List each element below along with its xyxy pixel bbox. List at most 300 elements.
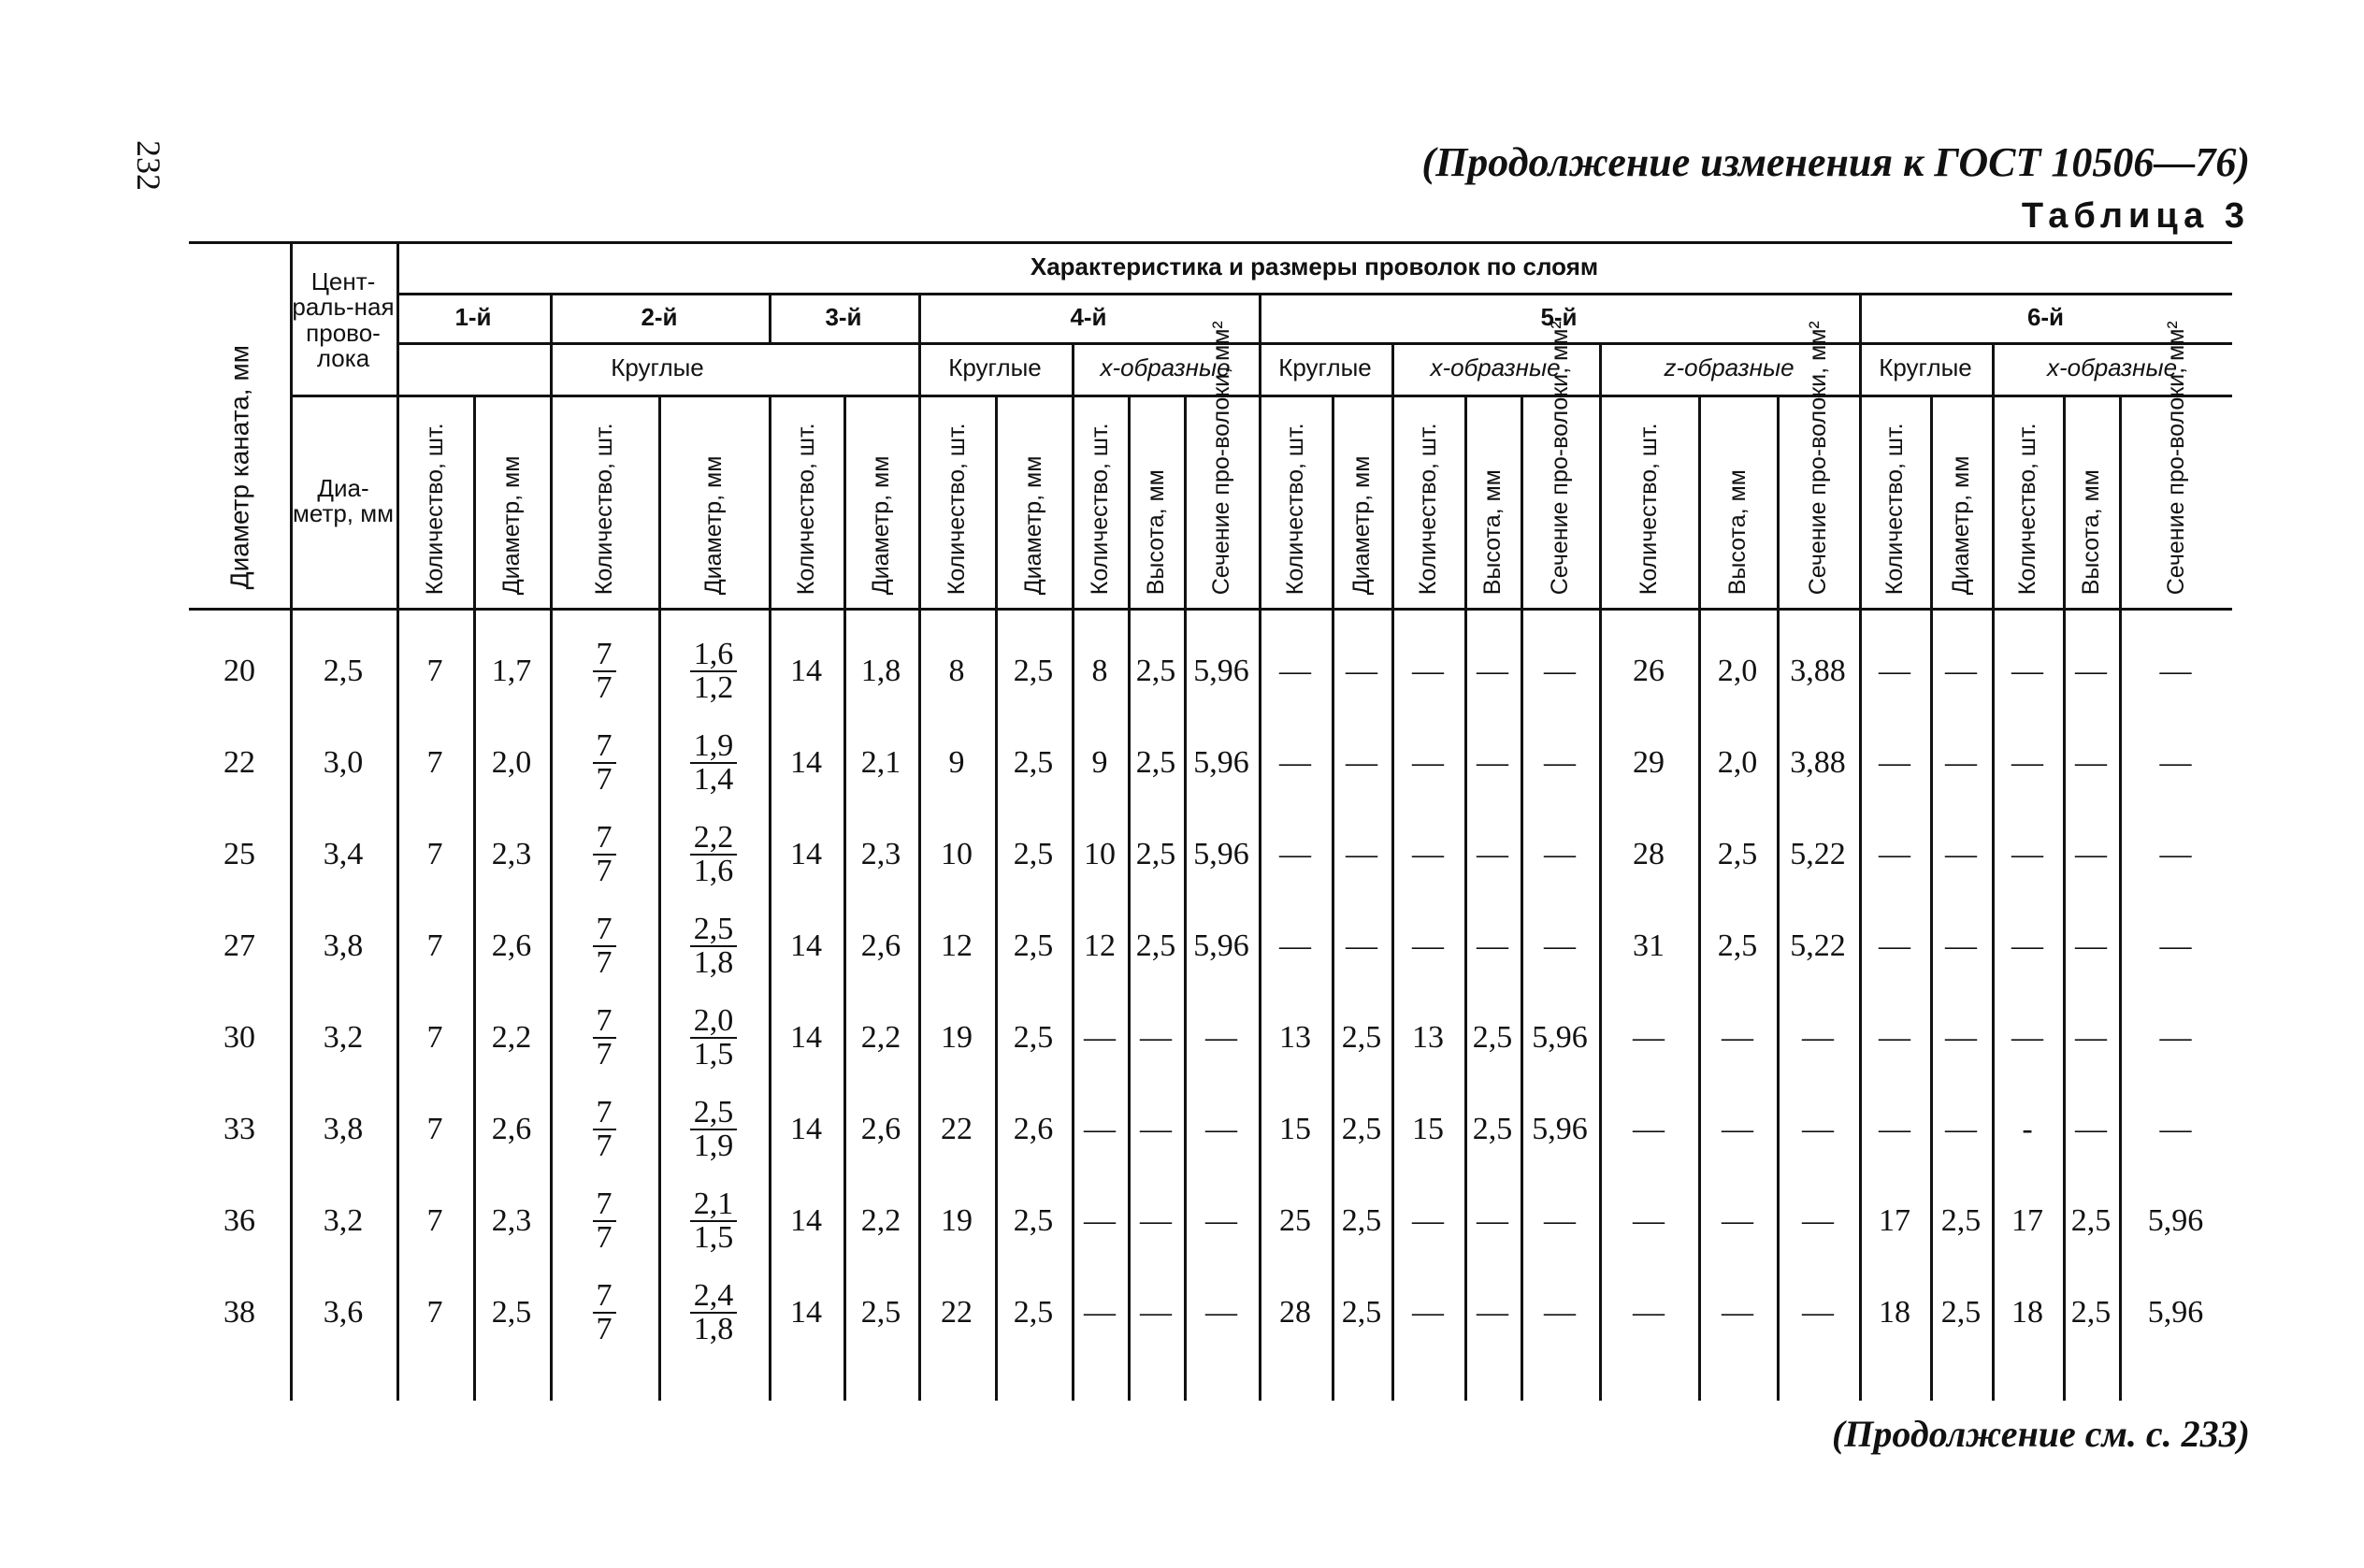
table-cell-c: 3,4 xyxy=(323,837,364,871)
col-header-cell xyxy=(1128,395,1184,608)
table-cell-l6xn: — xyxy=(2011,745,2043,780)
layer-2-header: 2-й xyxy=(641,302,678,331)
table-cell-d: 33 xyxy=(223,1112,255,1146)
table-cell-l5zh: 2,5 xyxy=(1717,928,1758,963)
table-cell-l5zn: — xyxy=(1633,1020,1665,1055)
group-round-4: Круглые xyxy=(948,353,1042,382)
table-cell-l4xn: — xyxy=(1084,1295,1116,1330)
table-cell-l4xh: — xyxy=(1140,1203,1172,1238)
table-cell-c: 3,6 xyxy=(323,1295,364,1330)
table-cell-l5rn: — xyxy=(1279,745,1311,780)
layer-2-diameter-fraction xyxy=(658,634,769,709)
col-header-cell xyxy=(1391,395,1464,608)
fraction-denominator: 1,2 xyxy=(693,670,734,705)
table-cell-l1d: 2,2 xyxy=(491,1020,532,1055)
fraction xyxy=(593,913,616,979)
table-cell-l3d: 1,8 xyxy=(860,654,901,688)
table-cell-l5rd: — xyxy=(1346,928,1377,963)
fraction xyxy=(593,639,616,704)
col-header-diameter: Диаметр, мм xyxy=(699,455,727,595)
fraction-numerator: 2,5 xyxy=(690,1097,738,1130)
table-cell-l6xs: — xyxy=(2159,837,2192,871)
table-cell-l4rn: 22 xyxy=(941,1295,973,1330)
col-header-section: Сечение про-волоки, мм² xyxy=(1207,321,1234,595)
fraction xyxy=(690,1005,738,1071)
table-cell-l5rd: — xyxy=(1346,837,1377,871)
table-cell-l5rn: — xyxy=(1279,654,1311,688)
layer-2-count-fraction xyxy=(550,634,658,709)
fraction-numerator: 7 xyxy=(593,1097,616,1130)
table-cell-l3d: 2,2 xyxy=(860,1020,901,1055)
table-cell-l5rn: 25 xyxy=(1279,1203,1311,1238)
fraction-numerator: 2,4 xyxy=(690,1280,738,1314)
table-cell-l3n: 14 xyxy=(790,745,822,780)
table-cell-l6rd: — xyxy=(1945,654,1977,688)
table-cell-l5xn: — xyxy=(1412,654,1444,688)
table-cell-l4xh: — xyxy=(1140,1112,1172,1146)
fraction xyxy=(593,822,616,887)
table-cell-l6rn: — xyxy=(1879,1020,1910,1055)
col-header-cell xyxy=(1992,395,2063,608)
footer-note: (Продолжение см. с. 233) xyxy=(1831,1413,2250,1455)
layer-5-header: 5-й xyxy=(1540,302,1578,331)
table-cell-l5zh: 2,5 xyxy=(1717,837,1758,871)
col-header-cell xyxy=(1332,395,1391,608)
col-header-cell xyxy=(995,395,1072,608)
fraction xyxy=(690,1280,738,1345)
fraction-numerator: 7 xyxy=(593,730,616,764)
fraction-numerator: 2,5 xyxy=(690,913,738,947)
table-cell-l5zn: — xyxy=(1633,1203,1665,1238)
header-bottom-rule xyxy=(189,608,2232,611)
col-header-cell xyxy=(1859,395,1930,608)
table-cell-l5xn: — xyxy=(1412,928,1444,963)
table-cell-l6rn: — xyxy=(1879,745,1910,780)
layer-6-header: 6-й xyxy=(2026,302,2065,331)
table-cell-l5zh: — xyxy=(1722,1203,1753,1238)
table-cell-l6xn: — xyxy=(2011,1020,2043,1055)
fraction-numerator: 7 xyxy=(593,1188,616,1222)
fraction-numerator: 1,9 xyxy=(690,730,738,764)
layer-2-diameter-fraction xyxy=(658,1000,769,1075)
table-cell-l1d: 2,5 xyxy=(491,1295,532,1330)
table-cell-l6rd: — xyxy=(1945,1112,1977,1146)
group-x-5: x-образные xyxy=(1430,353,1561,382)
rope-diameter-header: Диаметр каната, мм xyxy=(224,344,254,589)
col-header-cell xyxy=(1259,395,1332,608)
layer-2-diameter-fraction xyxy=(658,817,769,892)
col-header-diameter: Диаметр, мм xyxy=(1019,455,1046,595)
fraction-numerator: 7 xyxy=(593,1005,616,1039)
col-header-cell xyxy=(473,395,550,608)
table-cell-l3d: 2,3 xyxy=(860,837,901,871)
table-cell-l6rd: — xyxy=(1945,928,1977,963)
fraction xyxy=(593,1005,616,1071)
fraction-denominator: 7 xyxy=(596,762,613,797)
table-cell-l5xh: — xyxy=(1477,837,1508,871)
fraction xyxy=(690,1097,738,1162)
table-cell-d: 25 xyxy=(223,837,255,871)
fraction-numerator: 7 xyxy=(593,639,616,672)
group-x-4: x-образные xyxy=(1100,353,1231,382)
fraction-numerator: 2,2 xyxy=(690,822,738,856)
table-cell-l4xn: 10 xyxy=(1084,837,1116,871)
col-header-cell xyxy=(843,395,918,608)
table-cell-l5zs: — xyxy=(1802,1112,1834,1146)
col-header-count: Количество, шт. xyxy=(421,423,448,595)
table-cell-l3d: 2,2 xyxy=(860,1203,901,1238)
table-cell-l6rn: — xyxy=(1879,654,1910,688)
layer-2-count-fraction xyxy=(550,1000,658,1075)
table-cell-l6rn: — xyxy=(1879,1112,1910,1146)
table-cell-l5rd: — xyxy=(1346,745,1377,780)
table-cell-l6xh: — xyxy=(2075,837,2107,871)
col-header-cell xyxy=(1698,395,1777,608)
group-round-123: Круглые xyxy=(611,353,704,382)
table-cell-l1d: 2,6 xyxy=(491,1112,532,1146)
table-cell-l1n: 7 xyxy=(426,1020,443,1055)
table-cell-d: 36 xyxy=(223,1203,255,1238)
table-cell-l3n: 14 xyxy=(790,928,822,963)
table-cell-l4xs: — xyxy=(1205,1020,1237,1055)
table-cell-c: 2,5 xyxy=(323,654,364,688)
col-header-cell xyxy=(550,395,658,608)
table-cell-l4rn: 8 xyxy=(948,654,965,688)
central-diameter-header: Диа-метр, мм xyxy=(292,473,395,527)
table-cell-l4xn: 8 xyxy=(1091,654,1108,688)
group-round-5: Круглые xyxy=(1278,353,1372,382)
central-wire-header: Цент-раль-ная прово-лока xyxy=(292,266,395,372)
layer-2-diameter-fraction xyxy=(658,1184,769,1259)
table-cell-l6rd: — xyxy=(1945,1020,1977,1055)
fraction xyxy=(593,1188,616,1254)
col-header-cell xyxy=(396,395,473,608)
col-header-diameter: Диаметр, мм xyxy=(1348,455,1375,595)
col-header-cell xyxy=(1184,321,1259,608)
table-cell-c: 3,8 xyxy=(323,1112,364,1146)
fraction-denominator: 7 xyxy=(596,854,613,888)
table-cell-l5rn: 28 xyxy=(1279,1295,1311,1330)
fraction xyxy=(690,730,738,796)
layer-4-header: 4-й xyxy=(1070,302,1107,331)
table-cell-l6xn: — xyxy=(2011,837,2043,871)
table-cell-l3n: 14 xyxy=(790,1020,822,1055)
table-cell-l5xs: — xyxy=(1544,745,1576,780)
layer-2-count-fraction xyxy=(550,1092,658,1167)
table-cell-l3n: 14 xyxy=(790,654,822,688)
table-cell-l5zh: — xyxy=(1722,1295,1753,1330)
fraction-denominator: 7 xyxy=(596,1220,613,1255)
fraction-denominator: 7 xyxy=(596,1129,613,1163)
table-cell-l5xn: — xyxy=(1412,1295,1444,1330)
fraction-denominator: 1,5 xyxy=(693,1220,734,1255)
fraction-denominator: 1,8 xyxy=(693,945,734,980)
table-cell-l4rd: 2,6 xyxy=(1013,1112,1054,1146)
layer-2-count-fraction xyxy=(550,909,658,984)
layer-2-count-fraction xyxy=(550,726,658,800)
table-cell-l4xn: 12 xyxy=(1084,928,1116,963)
fraction xyxy=(690,913,738,979)
group-x-6: x-образные xyxy=(2046,353,2178,382)
rope-diameter-header-cell xyxy=(189,241,290,608)
table-cell-l5xs: — xyxy=(1544,1295,1576,1330)
table-cell-l6xs: — xyxy=(2159,1112,2192,1146)
table-cell-l3d: 2,6 xyxy=(860,928,901,963)
table-cell-l5xh: — xyxy=(1477,745,1508,780)
col-header-cell xyxy=(1777,321,1859,608)
table-cell-l1d: 2,3 xyxy=(491,837,532,871)
table-cell-d: 38 xyxy=(223,1295,255,1330)
table-cell-c: 3,0 xyxy=(323,745,364,780)
table-cell-l5zh: 2,0 xyxy=(1717,745,1758,780)
table-cell-l6xs: — xyxy=(2159,1020,2192,1055)
table-cell-l1d: 2,3 xyxy=(491,1203,532,1238)
table-cell-l6xn: 18 xyxy=(2011,1295,2043,1330)
table-cell-l5rd: — xyxy=(1346,654,1377,688)
table-cell-l5zs: — xyxy=(1802,1020,1834,1055)
table-cell-l6xs: — xyxy=(2159,928,2192,963)
layer-2-diameter-fraction xyxy=(658,1275,769,1350)
table-cell-l4rd: 2,5 xyxy=(1013,1295,1054,1330)
fraction-denominator: 1,5 xyxy=(693,1037,734,1072)
table-cell-l5rn: 15 xyxy=(1279,1112,1311,1146)
table-cell-l6xn: — xyxy=(2011,928,2043,963)
table-cell-l4xs: 5,96 xyxy=(1193,745,1249,780)
table-cell-l4xs: — xyxy=(1205,1203,1237,1238)
fraction-denominator: 7 xyxy=(596,945,613,980)
col-header-count: Количество, шт. xyxy=(2013,423,2040,595)
table-cell-d: 20 xyxy=(223,654,255,688)
table-cell-l4xs: — xyxy=(1205,1295,1237,1330)
table-cell-l6xn: 17 xyxy=(2011,1203,2043,1238)
table-cell-l5zs: — xyxy=(1802,1203,1834,1238)
table-cell-l5xn: — xyxy=(1412,745,1444,780)
table-cell-l5zn: 29 xyxy=(1633,745,1665,780)
table-cell-l6xs: 5,96 xyxy=(2147,1295,2204,1330)
fraction-denominator: 1,4 xyxy=(693,762,734,797)
table-cell-l3n: 14 xyxy=(790,1112,822,1146)
table-cell-l5rn: — xyxy=(1279,928,1311,963)
table-cell-l5zh: — xyxy=(1722,1020,1753,1055)
table-cell-l5xs: — xyxy=(1544,654,1576,688)
table-cell-c: 3,8 xyxy=(323,928,364,963)
table-cell-l6xh: — xyxy=(2075,745,2107,780)
fraction xyxy=(593,1097,616,1162)
col-header-cell xyxy=(2063,395,2119,608)
table-cell-l5xs: — xyxy=(1544,1203,1576,1238)
fraction xyxy=(690,1188,738,1254)
col-header-cell xyxy=(1464,395,1521,608)
fraction-numerator: 1,6 xyxy=(690,639,738,672)
fraction-denominator: 7 xyxy=(596,1037,613,1072)
table-cell-l5rd: 2,5 xyxy=(1341,1203,1382,1238)
table-cell-l5xs: 5,96 xyxy=(1532,1112,1588,1146)
col-header-cell xyxy=(658,395,769,608)
table-cell-l5zn: 26 xyxy=(1633,654,1665,688)
table-cell-l4xn: — xyxy=(1084,1112,1116,1146)
col-header-count: Количество, шт. xyxy=(1635,423,1662,595)
table-cell-l4rd: 2,5 xyxy=(1013,928,1054,963)
table-cell-l4xn: — xyxy=(1084,1203,1116,1238)
fraction xyxy=(690,822,738,887)
table-cell-l5zh: — xyxy=(1722,1112,1753,1146)
table-cell-l5xh: 2,5 xyxy=(1472,1020,1513,1055)
table-cell-l4rd: 2,5 xyxy=(1013,654,1054,688)
table-cell-l5zs: 5,22 xyxy=(1790,837,1846,871)
table-cell-l5xh: — xyxy=(1477,654,1508,688)
table-cell-l4xn: — xyxy=(1084,1020,1116,1055)
layer-2-count-fraction xyxy=(550,1275,658,1350)
table-cell-l6xs: 5,96 xyxy=(2147,1203,2204,1238)
table-cell-c: 3,2 xyxy=(323,1203,364,1238)
col-header-count: Количество, шт. xyxy=(792,423,819,595)
table-cell-l4rn: 9 xyxy=(948,745,965,780)
table-cell-l4rd: 2,5 xyxy=(1013,1203,1054,1238)
table-cell-l3n: 14 xyxy=(790,837,822,871)
fraction-numerator: 7 xyxy=(593,913,616,947)
table-cell-l1n: 7 xyxy=(426,1112,443,1146)
table-cell-l6xs: — xyxy=(2159,745,2192,780)
fraction xyxy=(593,1280,616,1345)
col-header-section: Сечение про-волоки, мм² xyxy=(1804,321,1831,595)
table-cell-l6xs: — xyxy=(2159,654,2192,688)
table-cell-l1d: 1,7 xyxy=(491,654,532,688)
table-cell-l5rd: 2,5 xyxy=(1341,1295,1382,1330)
col-header-cell xyxy=(1599,395,1698,608)
col-header-count: Количество, шт. xyxy=(1881,423,1908,595)
col-header-cell xyxy=(1930,395,1992,608)
table-cell-l4xh: 2,5 xyxy=(1135,745,1176,780)
table-cell-l4xs: 5,96 xyxy=(1193,837,1249,871)
table-cell-l5xn: — xyxy=(1412,1203,1444,1238)
table-cell-l1n: 7 xyxy=(426,654,443,688)
table-cell-c: 3,2 xyxy=(323,1020,364,1055)
table-cell-d: 30 xyxy=(223,1020,255,1055)
table-cell-l4xh: 2,5 xyxy=(1135,837,1176,871)
col-header-cell xyxy=(769,395,843,608)
table-cell-l6rn: — xyxy=(1879,837,1910,871)
table-cell-l5zs: — xyxy=(1802,1295,1834,1330)
col-header-height: Высота, мм xyxy=(2077,468,2104,595)
fraction-denominator: 1,8 xyxy=(693,1312,734,1346)
table-cell-l6rd: 2,5 xyxy=(1940,1295,1982,1330)
table-cell-l5xh: — xyxy=(1477,1203,1508,1238)
table-cell-l5zn: 31 xyxy=(1633,928,1665,963)
col-header-section: Сечение про-волоки, мм² xyxy=(1546,321,1573,595)
table-cell-d: 27 xyxy=(223,928,255,963)
table-cell-l5xh: 2,5 xyxy=(1472,1112,1513,1146)
col-header-count: Количество, шт. xyxy=(943,423,970,595)
table-cell-l4xs: — xyxy=(1205,1112,1237,1146)
table-cell-l1n: 7 xyxy=(426,837,443,871)
table-cell-l4rn: 19 xyxy=(941,1203,973,1238)
table-cell-l4xh: 2,5 xyxy=(1135,928,1176,963)
table-cell-l5xn: — xyxy=(1412,837,1444,871)
table-cell-l6xh: 2,5 xyxy=(2070,1295,2112,1330)
table-cell-l4rd: 2,5 xyxy=(1013,745,1054,780)
table-cell-l4xs: 5,96 xyxy=(1193,654,1249,688)
table-cell-l4rd: 2,5 xyxy=(1013,837,1054,871)
table-cell-l6xh: 2,5 xyxy=(2070,1203,2112,1238)
table-cell-l4rn: 22 xyxy=(941,1112,973,1146)
rope-specification-table xyxy=(189,241,2232,1401)
table-cell-l3d: 2,1 xyxy=(860,745,901,780)
fraction xyxy=(593,730,616,796)
table-cell-l6rn: — xyxy=(1879,928,1910,963)
table-cell-l5zs: 3,88 xyxy=(1790,745,1846,780)
table-cell-l6rd: — xyxy=(1945,837,1977,871)
table-cell-l4rn: 10 xyxy=(941,837,973,871)
table-cell-l1n: 7 xyxy=(426,745,443,780)
table-cell-l4rn: 19 xyxy=(941,1020,973,1055)
col-header-cell xyxy=(1072,395,1128,608)
table-cell-l1n: 7 xyxy=(426,928,443,963)
table-cell-l5zn: 28 xyxy=(1633,837,1665,871)
col-header-count: Количество, шт. xyxy=(590,423,617,595)
col-header-cell xyxy=(1521,321,1599,608)
table-cell-l4rd: 2,5 xyxy=(1013,1020,1054,1055)
col-header-count: Количество, шт. xyxy=(1281,423,1308,595)
col-header-diameter: Диаметр, мм xyxy=(1947,455,1974,595)
header-note: (Продолжение изменения к ГОСТ 10506—76) xyxy=(1421,139,2250,185)
table-cell-l6rd: — xyxy=(1945,745,1977,780)
table-cell-d: 22 xyxy=(223,745,255,780)
table-cell-l1n: 7 xyxy=(426,1295,443,1330)
table-cell-l5xh: — xyxy=(1477,1295,1508,1330)
layer-2-count-fraction xyxy=(550,1184,658,1259)
table-cell-l3d: 2,5 xyxy=(860,1295,901,1330)
table-cell-l5zn: — xyxy=(1633,1295,1665,1330)
table-cell-l4xh: — xyxy=(1140,1295,1172,1330)
page-number: 232 xyxy=(130,140,167,191)
table-cell-l4xh: — xyxy=(1140,1020,1172,1055)
layer-3-header: 3-й xyxy=(825,302,862,331)
table-cell-l5rn: — xyxy=(1279,837,1311,871)
fraction-denominator: 1,6 xyxy=(693,854,734,888)
fraction-numerator: 2,1 xyxy=(690,1188,738,1222)
fraction-denominator: 1,9 xyxy=(693,1129,734,1163)
table-cell-l3d: 2,6 xyxy=(860,1112,901,1146)
layer-2-diameter-fraction xyxy=(658,726,769,800)
layer-2-count-fraction xyxy=(550,817,658,892)
table-cell-l3n: 14 xyxy=(790,1295,822,1330)
col-header-diameter: Диаметр, мм xyxy=(867,455,894,595)
table-cell-l4xh: 2,5 xyxy=(1135,654,1176,688)
table-cell-l5xn: 13 xyxy=(1412,1020,1444,1055)
layer-2-diameter-fraction xyxy=(658,1092,769,1167)
fraction xyxy=(690,639,738,704)
table-cell-l4xs: 5,96 xyxy=(1193,928,1249,963)
table-label: Таблица 3 xyxy=(2021,196,2250,236)
table-cell-l6rn: 18 xyxy=(1879,1295,1910,1330)
main-header: Характеристика и размеры проволок по слоям xyxy=(1030,252,1599,281)
table-cell-l5rd: 2,5 xyxy=(1341,1020,1382,1055)
table-cell-l6xn: - xyxy=(2022,1112,2033,1146)
fraction-numerator: 7 xyxy=(593,1280,616,1314)
table-cell-l3n: 14 xyxy=(790,1203,822,1238)
group-z-5: z-образные xyxy=(1664,353,1795,382)
fraction-numerator: 2,0 xyxy=(690,1005,738,1039)
col-header-diameter: Диаметр, мм xyxy=(497,455,525,595)
fraction-numerator: 7 xyxy=(593,822,616,856)
col-header-height: Высота, мм xyxy=(1723,468,1751,595)
layer-1-header: 1-й xyxy=(454,302,492,331)
table-cell-l6xh: — xyxy=(2075,928,2107,963)
table-cell-l6xn: — xyxy=(2011,654,2043,688)
table-cell-l5xn: 15 xyxy=(1412,1112,1444,1146)
table-cell-l6rd: 2,5 xyxy=(1940,1203,1982,1238)
table-cell-l5zh: 2,0 xyxy=(1717,654,1758,688)
